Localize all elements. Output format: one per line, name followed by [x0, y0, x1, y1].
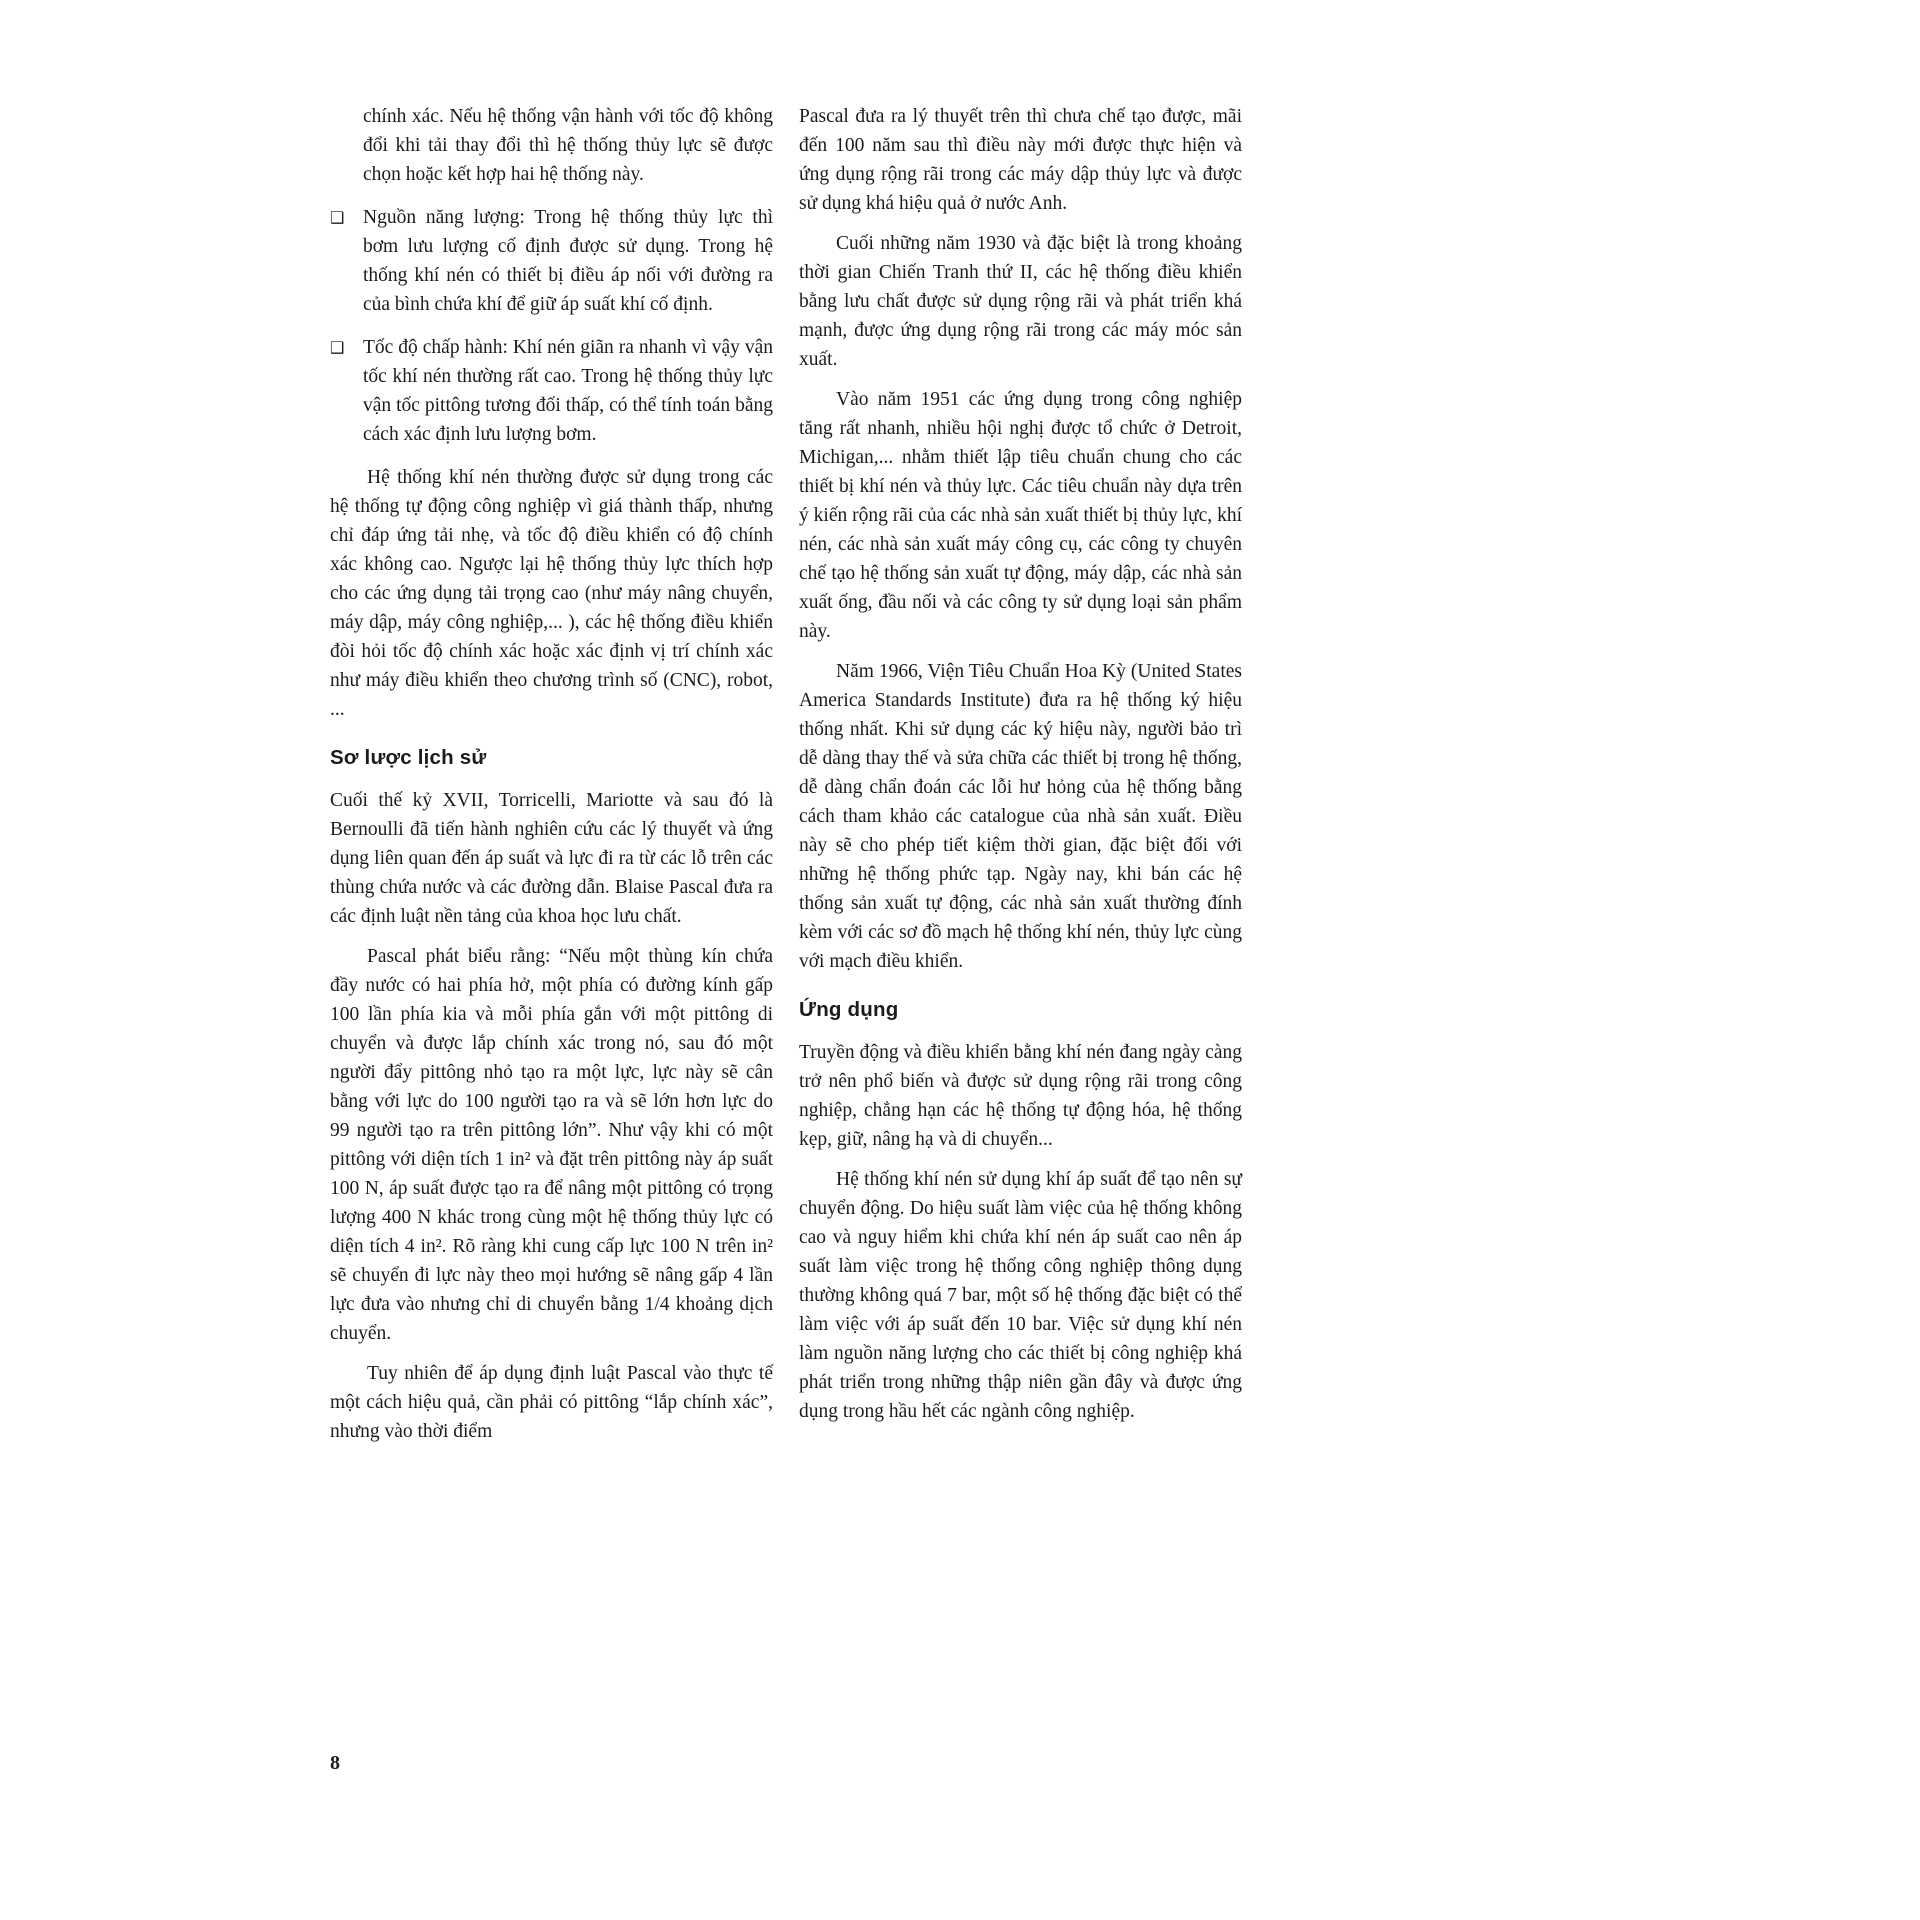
- paragraph-continuation: Pascal đưa ra lý thuyết trên thì chưa chế tạo được, mãi đến 100 năm sau thì điều này mới được thực hiện và ứng dụng rộng rãi trong các máy dập thủy lực và được sử dụng khá hiệu quả ở nước Anh.: [799, 106, 1242, 214]
- bullet-item: [330, 203, 773, 319]
- paragraph: Pascal phát biểu rằng: “Nếu một thùng kín chứa đầy nước có hai phía hở, một phía có đường kính gấp 100 lần phía kia và mỗi phía gắn với một pittông di chuyển và được lắp chính xác trong nó, sau đó một người đẩy pittông nhỏ tạo ra một lực, lực này sẽ cân bằng với lực do 100 người tạo ra và sẽ lớn hơn lực do 99 người tạo ra trên pittông lớn”. Như vậy khi có một pittông với diện tích 1 in² và đặt trên pittông này áp suất 100 N, áp suất được tạo ra để nâng một pittông có trọng lượng 400 N khác trong cùng một hệ thống thủy lực có diện tích 4 in². Rõ ràng khi cung cấp lực 100 N trên in² sẽ chuyển đi lực này theo mọi hướng sẽ nâng gấp 4 lần lực đưa vào nhưng chỉ di chuyển bằng 1/4 khoảng dịch chuyển.: [330, 946, 773, 1344]
- two-column-layout: [330, 102, 1242, 1457]
- paragraph: Hệ thống khí nén sử dụng khí áp suất để tạo nên sự chuyển động. Do hiệu suất làm việc của hệ thống không cao và nguy hiểm khi chứa khí nén áp suất cao nên áp suất làm việc trong hệ thống công nghiệp thông dụng thường không quá 7 bar, một số hệ thống đặc biệt có thể làm việc với áp suất đến 10 bar. Việc sử dụng khí nén làm nguồn năng lượng cho các thiết bị công nghiệp khá phát triển trong những thập niên gần đây và được ứng dụng trong hầu hết các ngành công nghiệp.: [799, 1169, 1242, 1422]
- bullet-item: [330, 333, 773, 449]
- right-column: [799, 102, 1242, 1457]
- bullet-square-icon: ❑: [330, 208, 345, 227]
- section-heading-history: Sơ lược lịch sử: [330, 746, 487, 769]
- paragraph: Hệ thống khí nén thường được sử dụng trong các hệ thống tự động công nghiệp vì giá thành thấp, nhưng chỉ đáp ứng tải nhẹ, và tốc độ điều khiển có độ chính xác không cao. Ngược lại hệ thống thủy lực thích hợp cho các ứng dụng tải trọng cao (như máy nâng chuyển, máy dập, máy công nghiệp,... ), các hệ thống điều khiển đòi hỏi tốc độ chính xác hoặc xác định vị trí chính xác như máy điều khiển theo chương trình số (CNC), robot, ...: [330, 467, 773, 720]
- section-heading-applications: Ứng dụng: [799, 998, 899, 1021]
- paragraph: Cuối thế kỷ XVII, Torricelli, Mariotte và sau đó là Bernoulli đã tiến hành nghiên cứu các lý thuyết và ứng dụng liên quan đến áp suất và lực đi ra từ các lỗ trên các thùng chứa nước và các đường dẫn. Blaise Pascal đưa ra các định luật nền tảng của khoa học lưu chất.: [330, 790, 773, 927]
- paragraph: Năm 1966, Viện Tiêu Chuẩn Hoa Kỳ (United States America Standards Institute) đưa ra hệ thống ký hiệu thống nhất. Khi sử dụng các ký hiệu này, người bảo trì dễ dàng thay thế và sửa chữa các thiết bị trong hệ thống, dễ dàng chẩn đoán các lỗi hư hỏng của hệ thống bằng cách tham khảo các catalogue của nhà sản xuất. Điều này sẽ cho phép tiết kiệm thời gian, đặc biệt đối với những hệ thống phức tạp. Ngày nay, khi bán các hệ thống sản xuất tự động, các nhà sản xuất thường đính kèm với các sơ đồ mạch hệ thống khí nén, thủy lực cùng với mạch điều khiển.: [799, 661, 1242, 972]
- bullet-text: Nguồn năng lượng: Trong hệ thống thủy lực thì bơm lưu lượng cố định được sử dụng. Trong hệ thống khí nén có thiết bị điều áp nối với đường ra của bình chứa khí để giữ áp suất khí cố định.: [363, 207, 773, 315]
- paragraph-continuation: chính xác. Nếu hệ thống vận hành với tốc độ không đổi khi tải thay đổi thì hệ thống thủy lực sẽ được chọn hoặc kết hợp hai hệ thống này.: [363, 106, 773, 185]
- paragraph: Truyền động và điều khiển bằng khí nén đang ngày càng trở nên phổ biến và được sử dụng rộng rãi trong công nghiệp, chẳng hạn các hệ thống tự động hóa, hệ thống kẹp, giữ, nâng hạ và di chuyển...: [799, 1042, 1242, 1150]
- bullet-square-icon: ❑: [330, 338, 345, 357]
- left-column: [330, 102, 773, 1457]
- bullet-text: Tốc độ chấp hành: Khí nén giãn ra nhanh vì vậy vận tốc khí nén thường rất cao. Trong hệ thống thủy lực vận tốc pittông tương đối thấp, có thể tính toán bằng cách xác định lưu lượng bơm.: [363, 337, 773, 445]
- paragraph: Tuy nhiên để áp dụng định luật Pascal vào thực tế một cách hiệu quả, cần phải có pittông “lắp chính xác”, nhưng vào thời điểm: [330, 1363, 773, 1442]
- paragraph: Vào năm 1951 các ứng dụng trong công nghiệp tăng rất nhanh, nhiều hội nghị được tổ chức ở Detroit, Michigan,... nhằm thiết lập tiêu chuẩn chung cho các thiết bị khí nén và thủy lực. Các tiêu chuẩn này dựa trên ý kiến rộng rãi của các nhà sản xuất thiết bị thủy lực, khí nén, các nhà sản xuất máy công cụ, các công ty chuyên chế tạo hệ thống sản xuất tự động, máy dập, các nhà sản xuất ống, đầu nối và các công ty sử dụng loại sản phẩm này.: [799, 389, 1242, 642]
- paragraph: Cuối những năm 1930 và đặc biệt là trong khoảng thời gian Chiến Tranh thứ II, các hệ thống điều khiển bằng lưu chất được sử dụng rộng rãi và phát triển khá mạnh, được ứng dụng rộng rãi trong các máy móc sản xuất.: [799, 233, 1242, 370]
- page-number: 8: [330, 1752, 340, 1774]
